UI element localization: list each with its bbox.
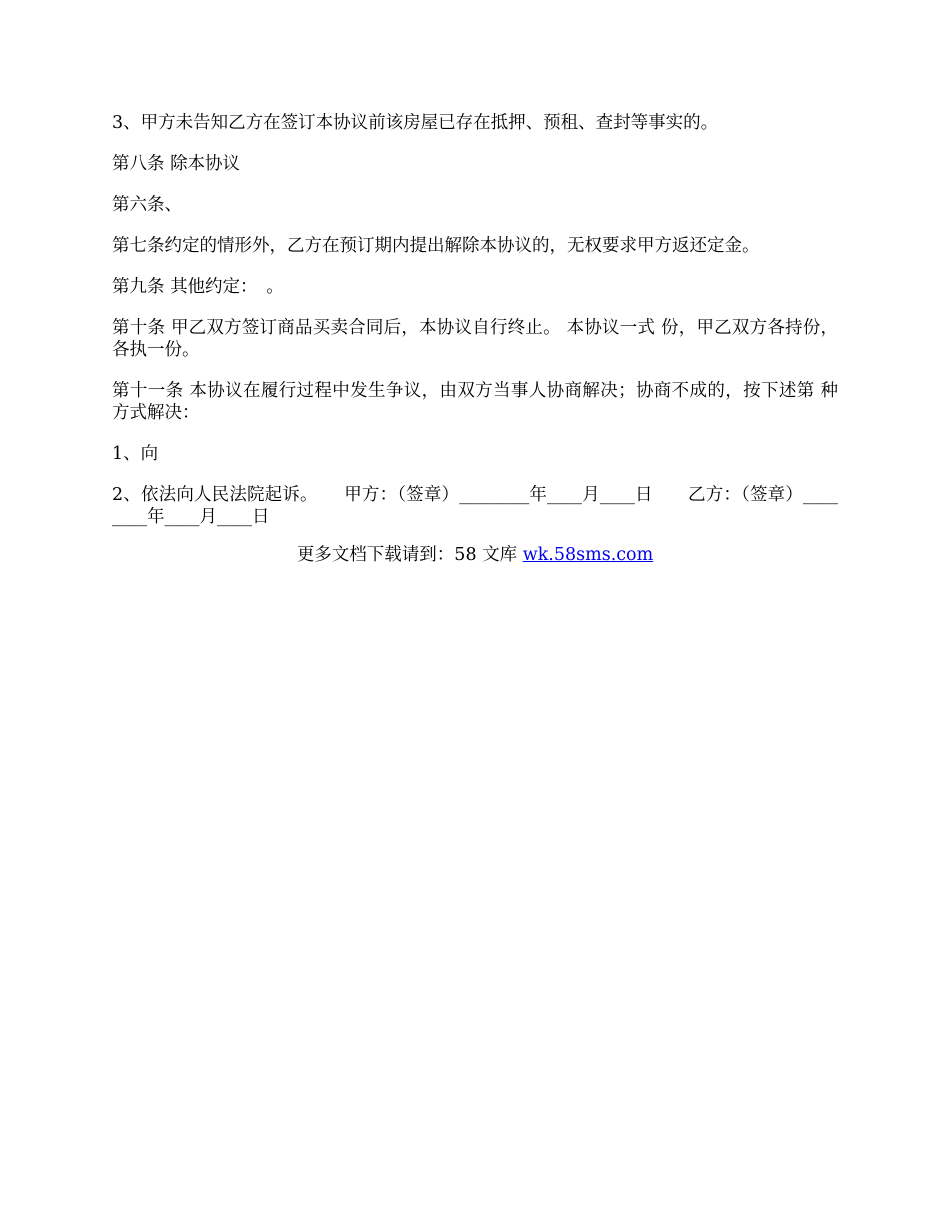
paragraph-article-7: 第七条约定的情形外，乙方在预订期内提出解除本协议的，无权要求甲方返还定金。 <box>112 236 760 256</box>
paragraph-article-9: 第九条 其他约定： 。 <box>112 277 284 297</box>
paragraph-article-6: 第六条、 <box>112 195 182 215</box>
download-footer <box>112 544 838 566</box>
document-page <box>112 112 838 566</box>
paragraph-option-1: 1、向 <box>112 444 159 464</box>
paragraph-article-10: 第十条 甲乙双方签订商品买卖合同后，本协议自行终止。 本协议一式 份，甲乙双方各持份，各执一份。 <box>112 318 838 360</box>
paragraph-clause-3: 3、甲方未告知乙方在签订本协议前该房屋已存在抵押、预租、查封等事实的。 <box>112 113 719 133</box>
paragraph-option-2-signatures: 2、依法向人民法院起诉。 甲方：（签章）________年____月____日 乙方：（签章）________年____月____日 <box>112 485 838 527</box>
paragraph-article-8: 第八条 除本协议 <box>112 154 241 174</box>
footer-link[interactable]: wk.58sms.com <box>522 545 654 565</box>
paragraph-article-11: 第十一条 本协议在履行过程中发生争议，由双方当事人协商解决；协商不成的，按下述第 种方式解决： <box>112 381 838 423</box>
footer-text: 更多文档下载请到：58 文库 <box>296 545 523 565</box>
